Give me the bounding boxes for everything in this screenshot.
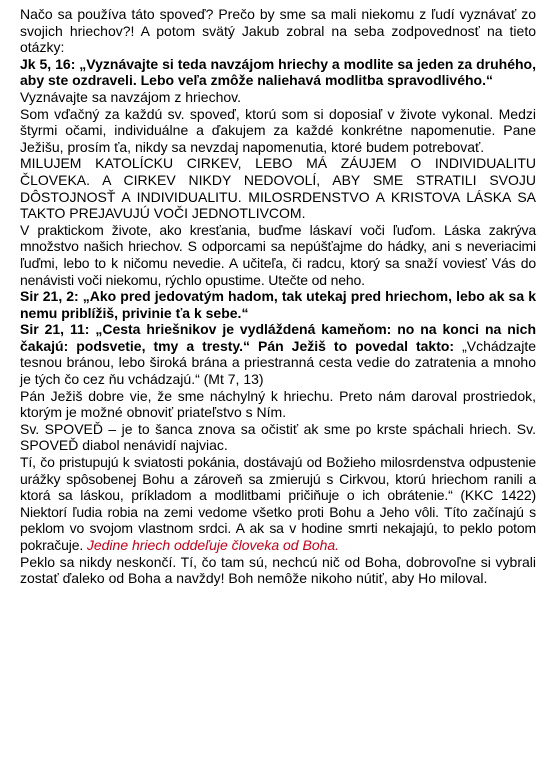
quote-mt-7-13: „Vchádzajte tesnou bránou, lebo široká brána a priestranná cesta vedie do zatratenia a mnoho je tých čo cez ňu vchádzajú.“ (Mt 7, 13) (20, 337, 536, 388)
paragraph-confession (20, 421, 536, 454)
quote-sir-21-2 (20, 288, 536, 321)
paragraph-penance (20, 454, 536, 554)
quote-jk-5-16 (20, 56, 536, 89)
paragraph-text: V praktickom živote, ako kresťania, buďme láskaví voči ľuďom. Láska zakrýva množstvo našich hriechov. S odporcami sa nepúšťajme do hádky, ani s neveriacimi ľuďmi, lebo to k ničomu nevedie. A učiteľa, či radcu, ktorý sa snaží voviesť Vás do nenávisti voči niekomu, rýchlo opustime. Utečte od neho. (20, 221, 536, 288)
paragraph-text: Pán Ježiš dobre vie, že sme náchylný k hriechu. Preto nám daroval prostriedok, ktorým je možné obnoviť priateľstvo s Ním. (20, 387, 536, 421)
bold-quote: Sir 21, 11: „Cesta hriešnikov je vydláždená kameňom: no na konci na nich čakajú: podsvetie, tmy a tresty.“ Pán Ježiš to povedal takto: (20, 321, 536, 354)
bold-quote: Jk 5, 16: „Vyznávajte si teda navzájom hriechy a modlite sa jeden za druhého, aby ste ozdraveli. Lebo veľa zmôže naliehavá modlitba spravodlivého.“ (20, 55, 536, 89)
paragraph-text: Tí, čo pristupujú k sviatosti pokánia, dostávajú od Božieho milosrdenstva odpustenie urážky spôsobenej Bohu a zároveň sa zmierujú s Cirkvou, ktorú hriechom ranili a ktorá sa láskou, príkladom a modlitbami pričiňuje o ich obrátenie.“ (KKC 1422) Niektorí ľudia robia na zemi vedome všetko proti Bohu a Jeho vôli. Títo začínajú s peklom vo svojom vlastnom srdci. A ak sa v hodine smrti nekajajú, to peklo potom pokračuje. (20, 454, 536, 553)
paragraph-text: Peklo sa nikdy neskončí. Tí, čo tam sú, nechcú nič od Boha, dobrovoľne si vybrali zostať ďaleko od Boha a navždy! Boh nemôže nikoho nútiť, aby Ho miloval. (20, 553, 536, 587)
paragraph-caps (20, 155, 536, 221)
paragraph-gratitude (20, 106, 536, 156)
paragraph-text: Vyznávajte sa navzájom z hriechov. (20, 88, 241, 105)
paragraph-intro (20, 6, 536, 56)
bold-quote: Sir 21, 2: „Ako pred jedovatým hadom, tak utekaj pred hriechom, lebo ak sa k nemu priblížiš, privinie ťa k sebe.“ (20, 288, 536, 321)
paragraph-hell (20, 554, 536, 587)
paragraph-text: MILUJEM KATOLÍCKU CIRKEV, LEBO MÁ ZÁUJEM O INDIVIDUALITU ČLOVEKA. A CIRKEV NIKDY NEDOVOLÍ, ABY SME STRATILI SVOJU DÔSTOJNOSŤ A INDIVIDUALITU. MILOSRDENSTVO A KRISTOVA LÁSKA SA TAKTO PREJAVUJÚ VOČI JEDNOTLIVCOM. (20, 155, 536, 222)
paragraph-text: Sv. SPOVEĎ – je to šanca znova sa očistiť ak sme po krste spáchali hriech. Sv. SPOVEĎ diabol nenávidí najviac. (20, 420, 536, 454)
paragraph-jesus-knows (20, 388, 536, 421)
paragraph-confess (20, 89, 536, 106)
red-emphasis: Jedine hriech oddeľuje človeka od Boha. (86, 537, 340, 553)
paragraph-text: Načo sa používa táto spoveď? Prečo by sme sa mali niekomu z ľudí vyznávať zo svojich hriechov?! A potom svätý Jakub zobral na seba zodpovednosť na tieto otázky: (20, 6, 536, 56)
quote-sir-21-11 (20, 321, 536, 387)
paragraph-text: Som vďačný za každú sv. spoveď, ktorú som si doposiaľ v živote vykonal. Medzi štyrmi očami, individuálne a ďakujem za každé konkrétne napomenutie. Pane Ježišu, prosím ťa, nikdy sa nevzdaj napomenutia, ktoré budem potrebovať. (20, 105, 536, 155)
paragraph-practical (20, 222, 536, 288)
